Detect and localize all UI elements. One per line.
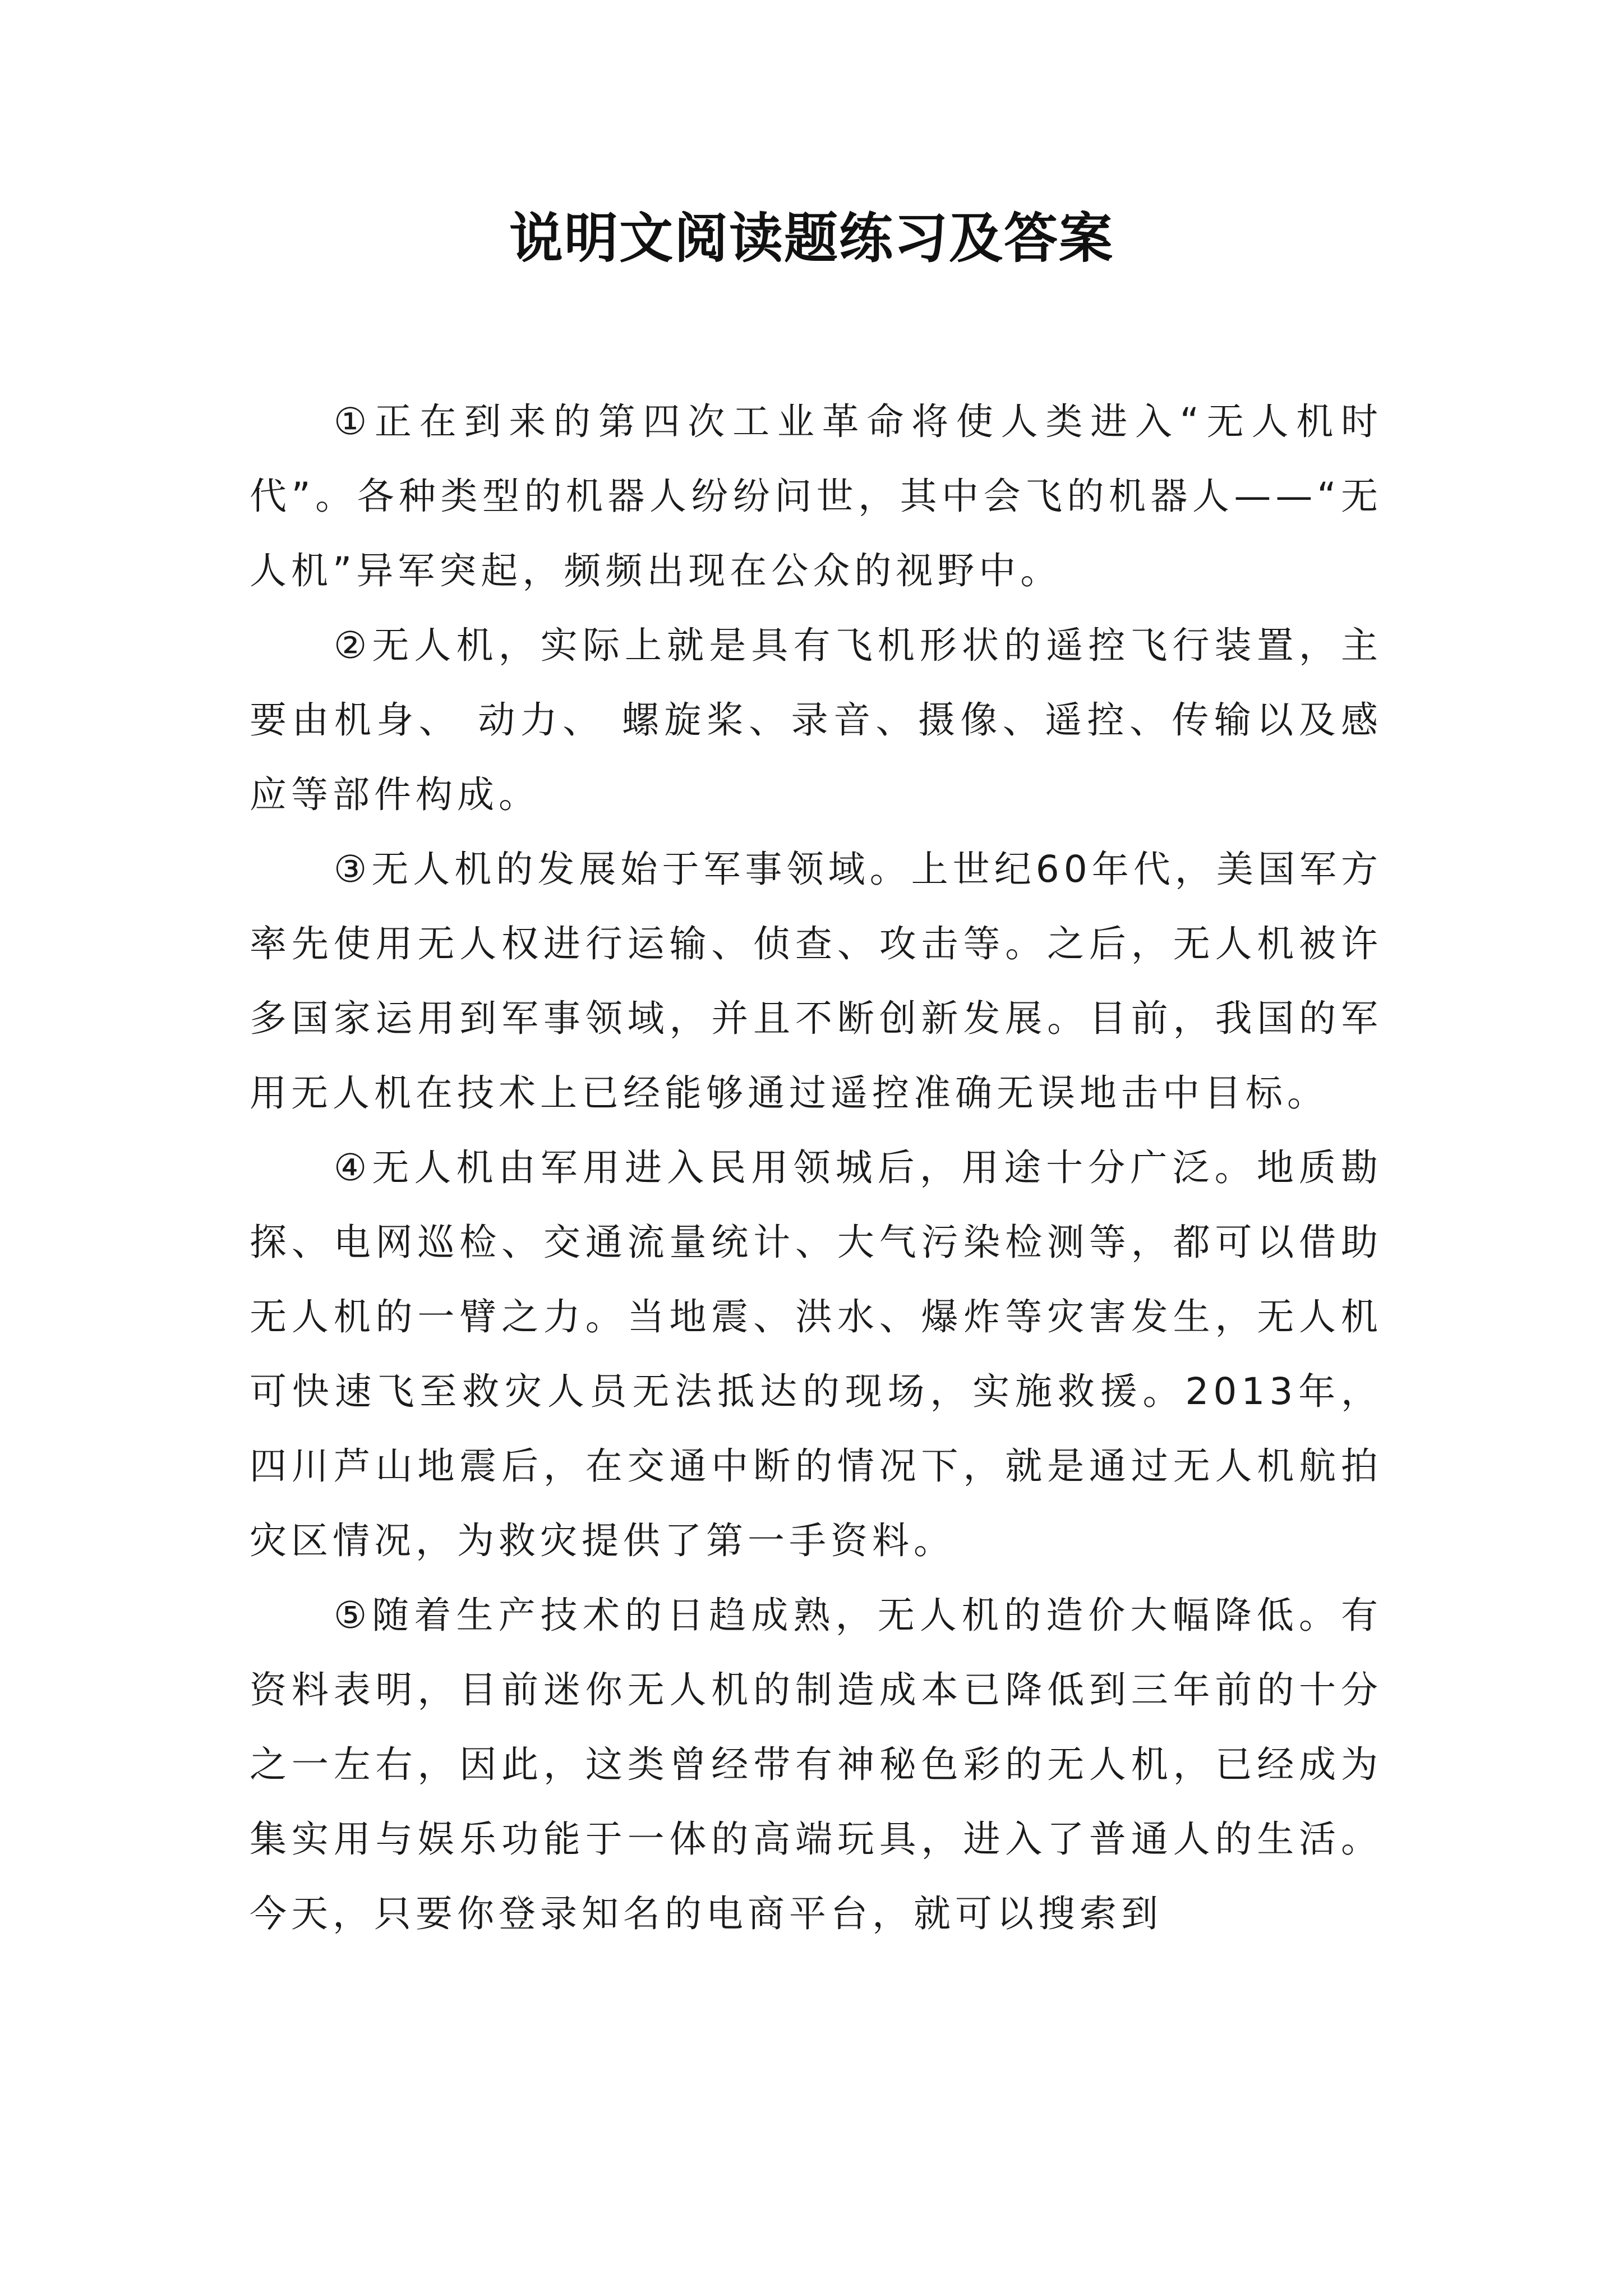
document-title: 说明文阅读题练习及答案: [509, 206, 1114, 270]
paragraph-2: ②无人机，实际上就是具有飞机形状的遥控飞行装置，主要由机身、 动力、 螺旋桨、录音、摄像、遥控、传输以及感应等部件构成。: [250, 624, 1382, 816]
paragraph-1: ①正在到来的第四次工业革命将使人类进入“无人机时代”。各种类型的机器人纷纷问世，其中会飞的机器人——“无人机”异军突起，频频出现在公众的视野中。: [250, 400, 1382, 592]
paragraph-3: ③无人机的发展始于军事领域。上世纪60年代，美国军方率先使用无人权进行运输、侦查、攻击等。之后，无人机被许多国家运用到军事领域，并且不断创新发展。目前，我国的军用无人机在技术上已经能够通过遥控准确无误地击中目标。: [250, 848, 1382, 1115]
paragraph-4: ④无人机由军用进入民用领城后，用途十分广泛。地质勘探、电网巡检、交通流量统计、大气污染检测等，都可以借助无人机的一臂之力。当地震、洪水、爆炸等灾害发生，无人机可快速飞至救灾人员无法抵达的现场，实施救援。2013年，四川芦山地震后，在交通中断的情况下，就是通过无人机航拍灾区情况，为救灾提供了第一手资料。: [250, 1146, 1382, 1562]
paragraph-5: ⑤随着生产技术的日趋成熟，无人机的造价大幅降低。有资料表明，目前迷你无人机的制造成本已降低到三年前的十分之一左右，因此，这类曾经带有神秘色彩的无人机，已经成为集实用与娱乐功能于一体的高端玩具，进入了普通人的生活。今天，只要你登录知名的电商平台，就可以搜索到: [250, 1594, 1382, 1935]
document-body: [250, 384, 1382, 1951]
